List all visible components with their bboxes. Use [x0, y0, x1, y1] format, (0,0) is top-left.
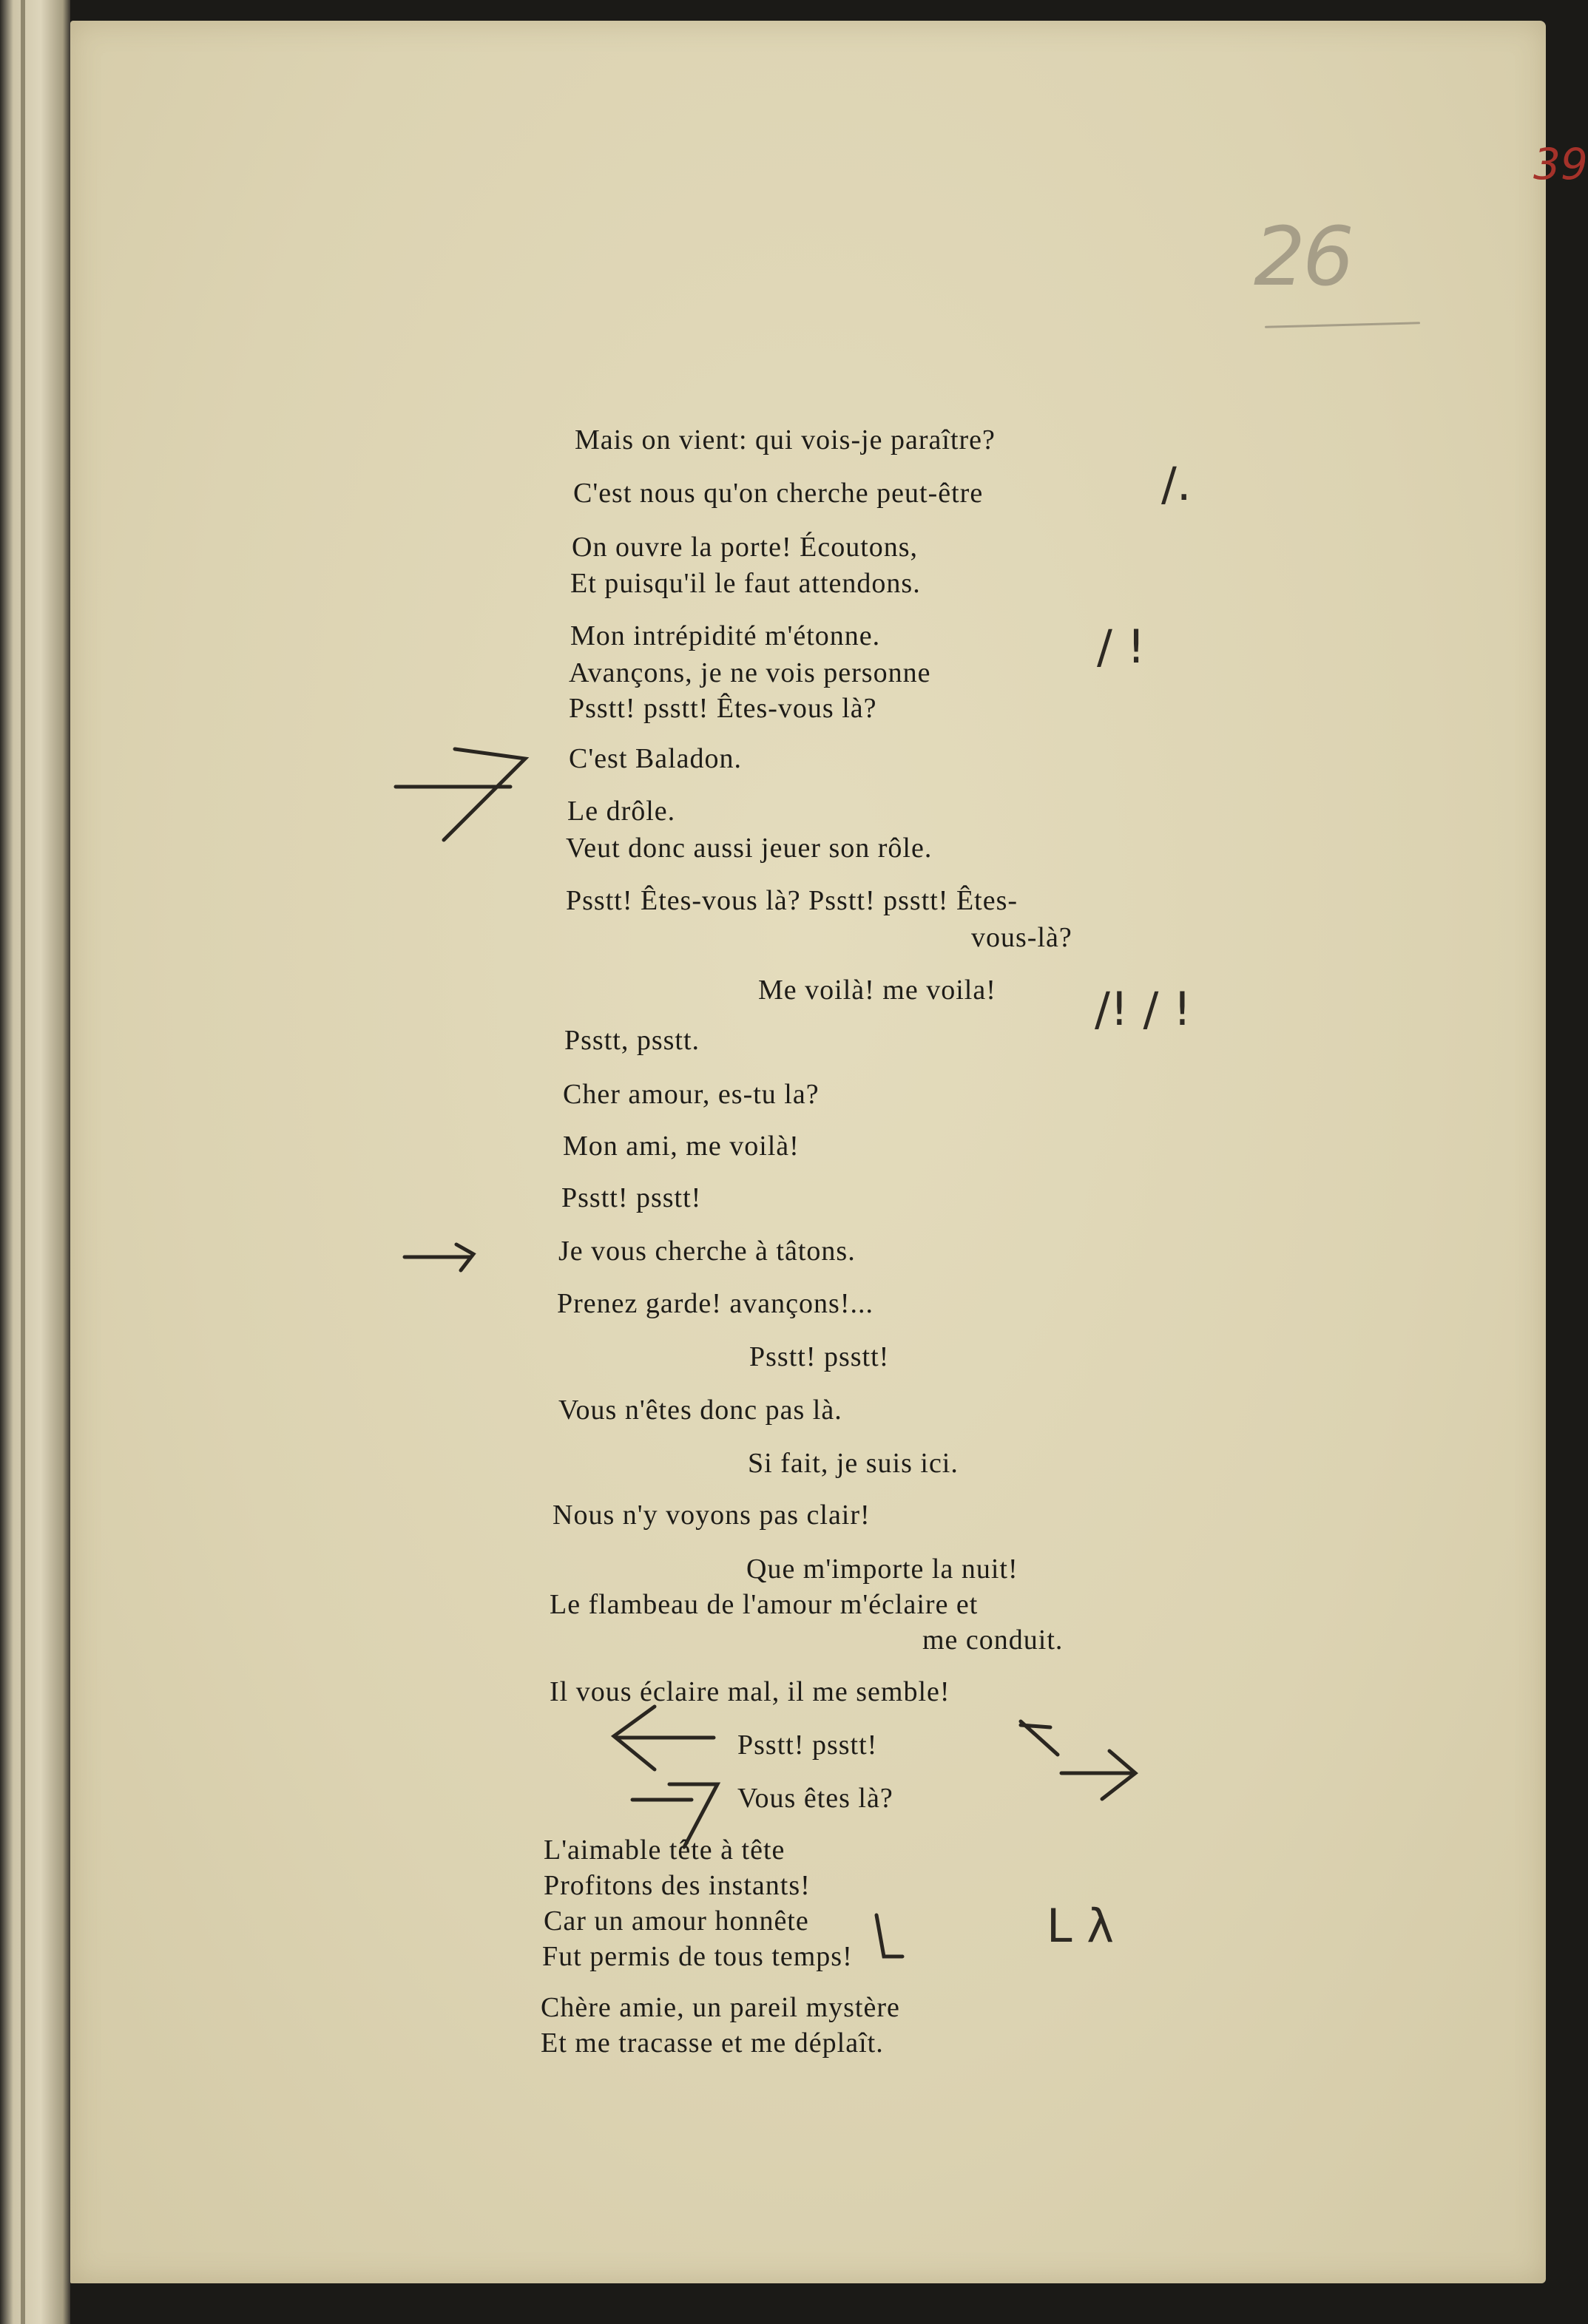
arrow-right-icon [1061, 1751, 1135, 1799]
arrow-right-icon [396, 749, 525, 840]
text-line: Mais on vient: qui vois-je paraître? [575, 424, 996, 455]
text-line: Mon ami, me voilà! [563, 1131, 800, 1162]
text-line: Profitons des instants! [544, 1870, 811, 1901]
pencil-stroke [876, 1915, 902, 1957]
margin-mark: /! / ! [1095, 982, 1192, 1036]
text-line: On ouvre la porte! Écoutons, [572, 532, 919, 563]
arrow-right-icon [405, 1244, 473, 1270]
text-line: Chère amie, un pareil mystère [541, 1992, 900, 2023]
arrow-left-icon [1021, 1721, 1058, 1755]
handwritten-annotations [70, 21, 1546, 2283]
text-line: Avançons, je ne vois personne [569, 657, 931, 688]
page-number: 39 [1533, 139, 1588, 189]
text-line: Si fait, je suis ici. [748, 1448, 959, 1479]
text-line: Veut donc aussi jeuer son rôle. [566, 833, 933, 864]
text-line: Vous êtes là? [737, 1783, 893, 1814]
margin-mark: / ! [1097, 620, 1146, 674]
text-line: Psstt! psstt! Êtes-vous là? [569, 693, 877, 724]
text-line: Car un amour honnête [544, 1905, 809, 1937]
text-line: Psstt! psstt! [561, 1182, 702, 1213]
page [70, 21, 1588, 2283]
text-line: C'est Baladon. [569, 743, 743, 774]
text-line: Le drôle. [567, 796, 676, 827]
text-line: Il vous éclaire mal, il me semble! [550, 1676, 950, 1707]
text-line: C'est nous qu'on cherche peut-être [573, 478, 984, 509]
spine-edge [21, 0, 25, 2324]
pencil-folio: 26 [1254, 209, 1351, 304]
text-line: Et me tracasse et me déplaît. [541, 2027, 884, 2059]
text-line: Que m'importe la nuit! [746, 1554, 1018, 1585]
text-line: Psstt! Êtes-vous là? Psstt! psstt! Êtes- [566, 885, 1018, 916]
text-line: Me voilà! me voila! [758, 975, 996, 1006]
arrow-left-icon [614, 1707, 714, 1769]
text-line: Psstt! psstt! [737, 1730, 878, 1761]
book-spine [0, 0, 70, 2324]
text-line: Psstt, psstt. [564, 1025, 700, 1056]
text-line: Prenez garde! avançons!... [557, 1288, 874, 1319]
text-line: Nous n'y voyons pas clair! [553, 1500, 871, 1531]
margin-mark: /. [1161, 457, 1192, 511]
text-line: Le flambeau de l'amour m'éclaire et [550, 1589, 979, 1620]
text-line: Fut permis de tous temps! [542, 1941, 853, 1972]
text-line: Mon intrépidité m'étonne. [570, 620, 881, 651]
text-line: L'aimable tête à tête [544, 1835, 785, 1866]
text-line: vous-là? [971, 922, 1072, 953]
arrow-right-icon [632, 1784, 717, 1847]
text-line: Cher amour, es-tu la? [563, 1079, 820, 1110]
text-line: Et puisqu'il le faut attendons. [570, 568, 921, 599]
margin-mark: L λ [1047, 1899, 1114, 1953]
text-line: Psstt! psstt! [749, 1341, 890, 1372]
text-line: me conduit. [922, 1625, 1064, 1656]
text-line: Je vous cherche à tâtons. [558, 1236, 856, 1267]
text-line: Vous n'êtes donc pas là. [558, 1395, 842, 1426]
